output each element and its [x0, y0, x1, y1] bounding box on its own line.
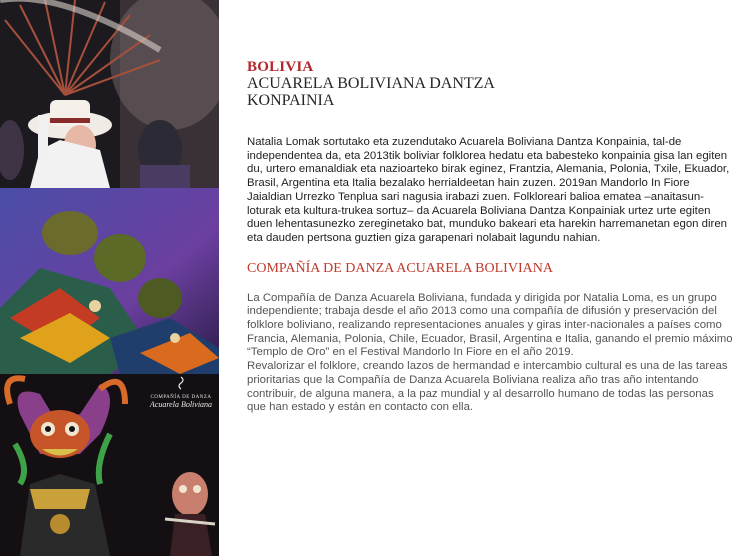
- basque-paragraph: Natalia Lomak sortutako eta zuzendutako Acuarela Boliviana Dantza Konpainia, tal-de independentea da, eta 2013tik boliviar folklorea hedatu eta babesteko konpainia gisa lan egiten du, urtero emanaldiak eta nazioarteko birak eginez, Frantzia, Alemania, Polonia, Txile, Ekuador, Brasil, Argentina eta Italia bezalako herrialdeetan hain zuzen. 2019an Mandorlo In Fiore Jaialdian Urrezko Tenplua sari nagusia irabazi zuen. Folkloreari balioa ematea –anaitasun-loturak eta kultura-trukea sortuz– da Acuarela Boliviana Dantza Konpainiak urtez urte egiten duen lehentasunezko zereginetako bat, munduko bakeari eta harekin harremanetan egon diren eta dauden pertsona guztien giza garapenari nolabait lagundu nahian.: [247, 136, 730, 244]
- photo-strip: [0, 0, 219, 556]
- company-title-line2: KONPAINIA: [247, 92, 335, 109]
- dancers-costume-photo: [0, 188, 219, 374]
- spanish-paragraph-1: La Compañía de Danza Acuarela Boliviana, fundada y dirigida por Natalia Loma, es un grupo independiente; trabaja desde el año 2013 como una compañía de difusión y preservación del folklore boliviano, realizando representaciones anuales y giras inter-nacionales a países como Francia, Alemania, Polonia, Chile, Ecuador, Brasil, Argentina e Italia, ganando el premio máximo “Templo de Oro” en el Festival Mandorlo In Fiore en el año 2019.: [247, 291, 733, 359]
- spanish-text: [247, 292, 735, 415]
- country-heading: BOLIVIA: [247, 59, 314, 75]
- spanish-paragraph-2: Revalorizar el folklore, creando lazos de hermandad e intercambio cultural es una de las tareas prioritarias que la Compañía de Danza Acuarela Boliviana realiza año tras año intentando contribuir, de alguna manera, a la paz mundial y al desarrollo humano de todas las personas que han estado y están en contacto con ella.: [247, 360, 728, 414]
- company-title-line1: ACUARELA BOLIVIANA DANTZA: [247, 75, 495, 92]
- company-logo: [143, 376, 219, 409]
- logo-small-text: COMPAÑÍA DE DANZA: [150, 395, 212, 400]
- swirl-icon: [175, 376, 187, 390]
- content-column: [247, 59, 735, 415]
- dancer-with-fan-photo: [0, 0, 219, 188]
- logo-big-text: Acuarela Boliviana: [149, 400, 213, 409]
- spanish-heading: COMPAÑÍA DE DANZA ACUARELA BOLIVIANA: [247, 260, 553, 276]
